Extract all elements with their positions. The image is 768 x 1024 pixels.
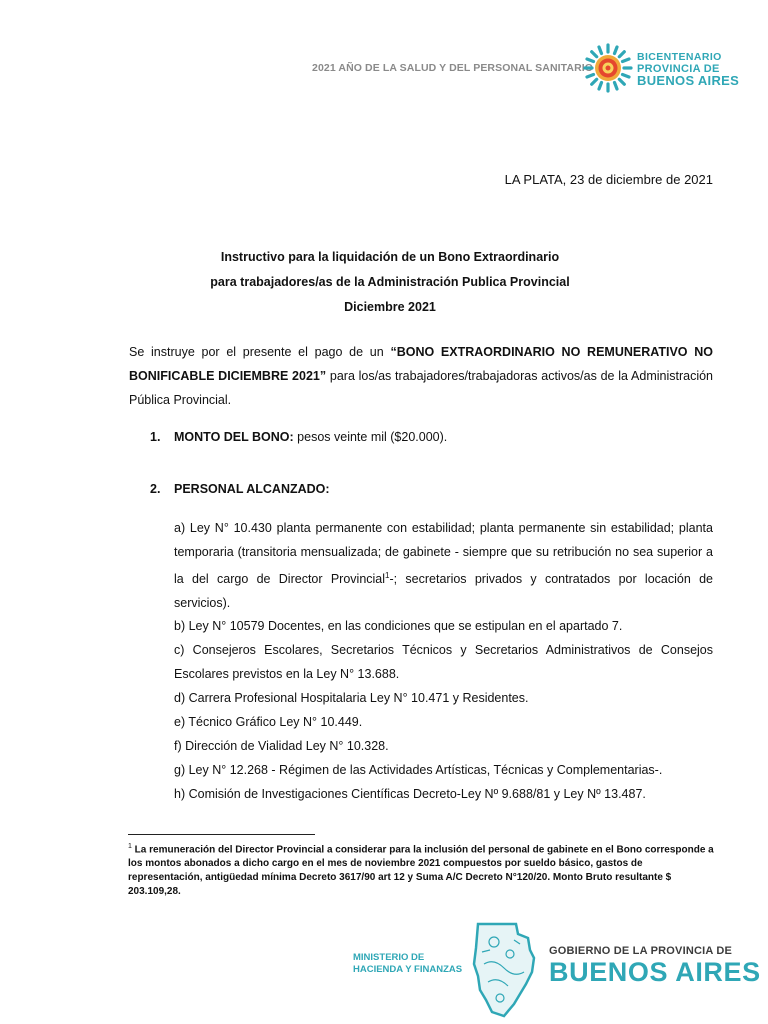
title-line-2: para trabajadores/as de la Administración Publica Provincial: [210, 275, 570, 289]
logo-line-1: BICENTENARIO: [637, 51, 722, 63]
logo-line-2: PROVINCIA DE: [637, 63, 720, 75]
subitem-d: d) Carrera Profesional Hospitalaria Ley N° 10.471 y Residentes.: [174, 691, 529, 705]
gov-line-2: BUENOS AIRES: [549, 957, 761, 987]
subitem-a-text: a) Ley N° 10.430 planta permanente con estabilidad; planta permanente sin estabilidad; planta temporaria (transitoria mensualizada; de gabinete - siempre que su retribución no sea superior a la del cargo de Director Provincial: [174, 521, 713, 587]
bicentenario-logo-text: [637, 51, 739, 87]
gov-line-1: GOBIERNO DE LA PROVINCIA DE: [549, 945, 733, 957]
intro-text-2: para los/as trabajadores/trabajadoras activos/as de la Administración Pública Provincial.: [129, 369, 713, 407]
subitem-b: b) Ley N° 10579 Docentes, en las condiciones que se estipulan en el apartado 7.: [174, 619, 623, 633]
sun-seal-icon: [583, 43, 633, 93]
footnote-divider: [128, 834, 315, 835]
subitem-h: h) Comisión de Investigaciones Científicas Decreto-Ley Nº 9.688/81 y Ley Nº 13.487.: [174, 787, 646, 801]
footnote-marker: 1: [128, 843, 132, 850]
subitem-a: [174, 516, 713, 615]
intro-text-1: Se instruye por el presente el pago de un: [129, 345, 391, 359]
item-number: 2.: [150, 482, 161, 496]
title-line-1: Instructivo para la liquidación de un Bono Extraordinario: [220, 250, 560, 264]
subitem-g: g) Ley N° 12.268 - Régimen de las Actividades Artísticas, Técnicas y Complementarias-.: [174, 763, 663, 777]
province-map-icon: [470, 920, 536, 1020]
ministry-logo-text: [353, 952, 462, 976]
date-line: LA PLATA, 23 de diciembre de 2021: [504, 172, 713, 187]
title-line-3: Diciembre 2021: [344, 300, 436, 314]
subitem-a-text-cont: -; secretarios privados y contratados por locación de servicios).: [174, 572, 713, 611]
header-motto: 2021 AÑO DE LA SALUD Y DEL PERSONAL SANITARIO: [312, 62, 594, 74]
subitem-c: c) Consejeros Escolares, Secretarios Técnicos y Secretarios Administrativos de Consejos Escolares previstos en la Ley N° 13.688.: [174, 643, 713, 681]
item-label: MONTO DEL BONO:: [174, 430, 294, 444]
ministry-line-1: MINISTERIO DE: [353, 952, 425, 963]
item-number: 1.: [150, 430, 161, 444]
item-label: PERSONAL ALCANZADO:: [174, 482, 330, 496]
intro-paragraph: [129, 340, 713, 412]
bonus-name: “BONO EXTRAORDINARIO NO REMUNERATIVO NO BONIFICABLE DICIEMBRE 2021”: [129, 345, 713, 383]
footnote: [128, 840, 718, 899]
subitem-f: f) Dirección de Vialidad Ley N° 10.328.: [174, 739, 389, 753]
footnote-ref[interactable]: 1: [385, 571, 390, 580]
ministry-line-2: HACIENDA Y FINANZAS: [353, 964, 463, 975]
document-title: [130, 245, 650, 320]
subitem-e: e) Técnico Gráfico Ley N° 10.449.: [174, 715, 363, 729]
item-text: pesos veinte mil ($20.000).: [293, 430, 448, 444]
government-logo-text: [549, 945, 761, 987]
logo-line-3: BUENOS AIRES: [637, 73, 740, 88]
footnote-text: La remuneración del Director Provincial a considerar para la inclusión del personal de gabinete en el Bono corresponde a los montos abonados a dicho cargo en el mes de noviembre 2021 compuestos por sueldo básico, gastos de representación, antigüedad mínima Decreto 3617/90 art 12 y Suma A/C Decreto N°120/20. Monto Bruto resultante $ 203.109,28.: [128, 844, 714, 898]
